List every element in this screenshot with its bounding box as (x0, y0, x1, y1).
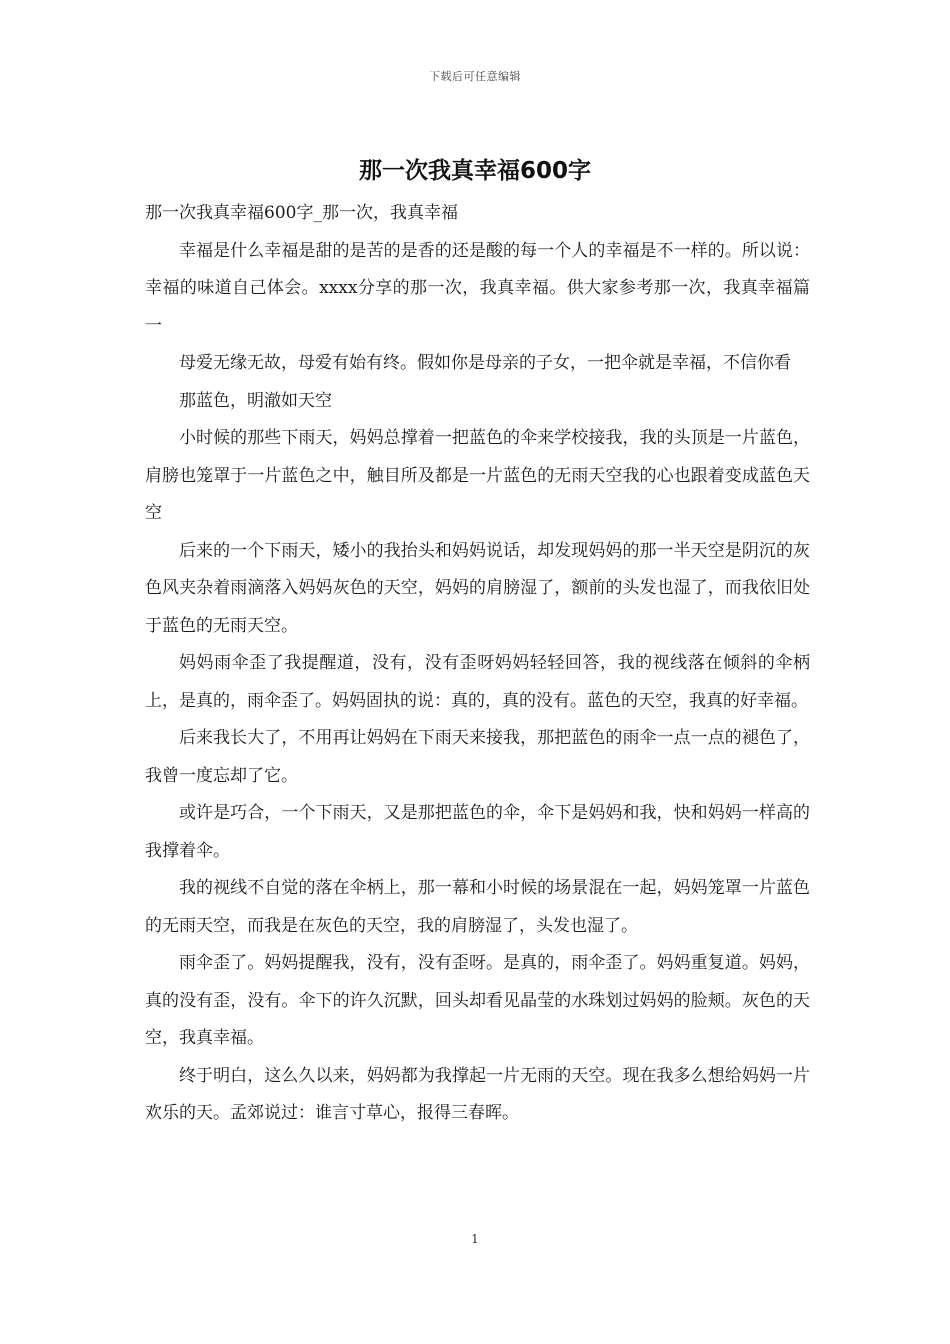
paragraph: 母爱无缘无故，母爱有始有终。假如你是母亲的子女，一把伞就是幸福，不信你看 (179, 353, 791, 373)
paragraph: 后来我长大了，不用再让妈妈在下雨天来接我，那把蓝色的雨伞一点一点的褪色了，我曾一度忘却了它。 (145, 728, 810, 786)
paragraph: 幸福是什么幸福是甜的是苦的是香的还是酸的每一个人的幸福是不一样的。所以说：幸福的味道自己体会。xxxx分享的那一次，我真幸福。供大家参考那一次，我真幸福篇一 (145, 240, 810, 336)
page-number: 1 (471, 1232, 479, 1246)
paragraph: 终于明白，这么久以来，妈妈都为我撑起一片无雨的天空。现在我多么想给妈妈一片欢乐的天。孟郊说过：谁言寸草心，报得三春晖。 (145, 1065, 810, 1123)
paragraph: 雨伞歪了。妈妈提醒我，没有，没有歪呀。是真的，雨伞歪了。妈妈重复道。妈妈，真的没有歪，没有。伞下的许久沉默，回头却看见晶莹的水珠划过妈妈的脸颊。灰色的天空，我真幸福。 (145, 953, 810, 1048)
header-note: 下载后可任意编辑 (429, 70, 521, 83)
paragraph: 或许是巧合，一个下雨天，又是那把蓝色的伞，伞下是妈妈和我，快和妈妈一样高的我撑着伞。 (145, 803, 810, 861)
paragraph: 我的视线不自觉的落在伞柄上，那一幕和小时候的场景混在一起，妈妈笼罩一片蓝色的无雨天空，而我是在灰色的天空，我的肩膀湿了，头发也湿了。 (145, 878, 810, 936)
subtitle-line: 那一次我真幸福600字_那一次，我真幸福 (145, 203, 458, 223)
paragraph: 那蓝色，明澈如天空 (179, 390, 332, 411)
paragraph: 后来的一个下雨天，矮小的我抬头和妈妈说话，却发现妈妈的那一半天空是阴沉的灰色风夹杂着雨滴落入妈妈灰色的天空，妈妈的肩膀湿了，额前的头发也湿了，而我依旧处于蓝色的无雨天空。 (145, 540, 810, 636)
document-body (145, 195, 810, 1133)
document-title: 那一次我真幸福600字 (358, 158, 591, 184)
paragraph: 小时候的那些下雨天，妈妈总撑着一把蓝色的伞来学校接我，我的头顶是一片蓝色，肩膀也笼罩于一片蓝色之中，触目所及都是一片蓝色的无雨天空我的心也跟着变成蓝色天空 (145, 428, 810, 523)
paragraph: 妈妈雨伞歪了我提醒道，没有，没有歪呀妈妈轻轻回答，我的视线落在倾斜的伞柄上，是真的，雨伞歪了。妈妈固执的说：真的，真的没有。蓝色的天空，我真的好幸福。 (145, 653, 810, 711)
